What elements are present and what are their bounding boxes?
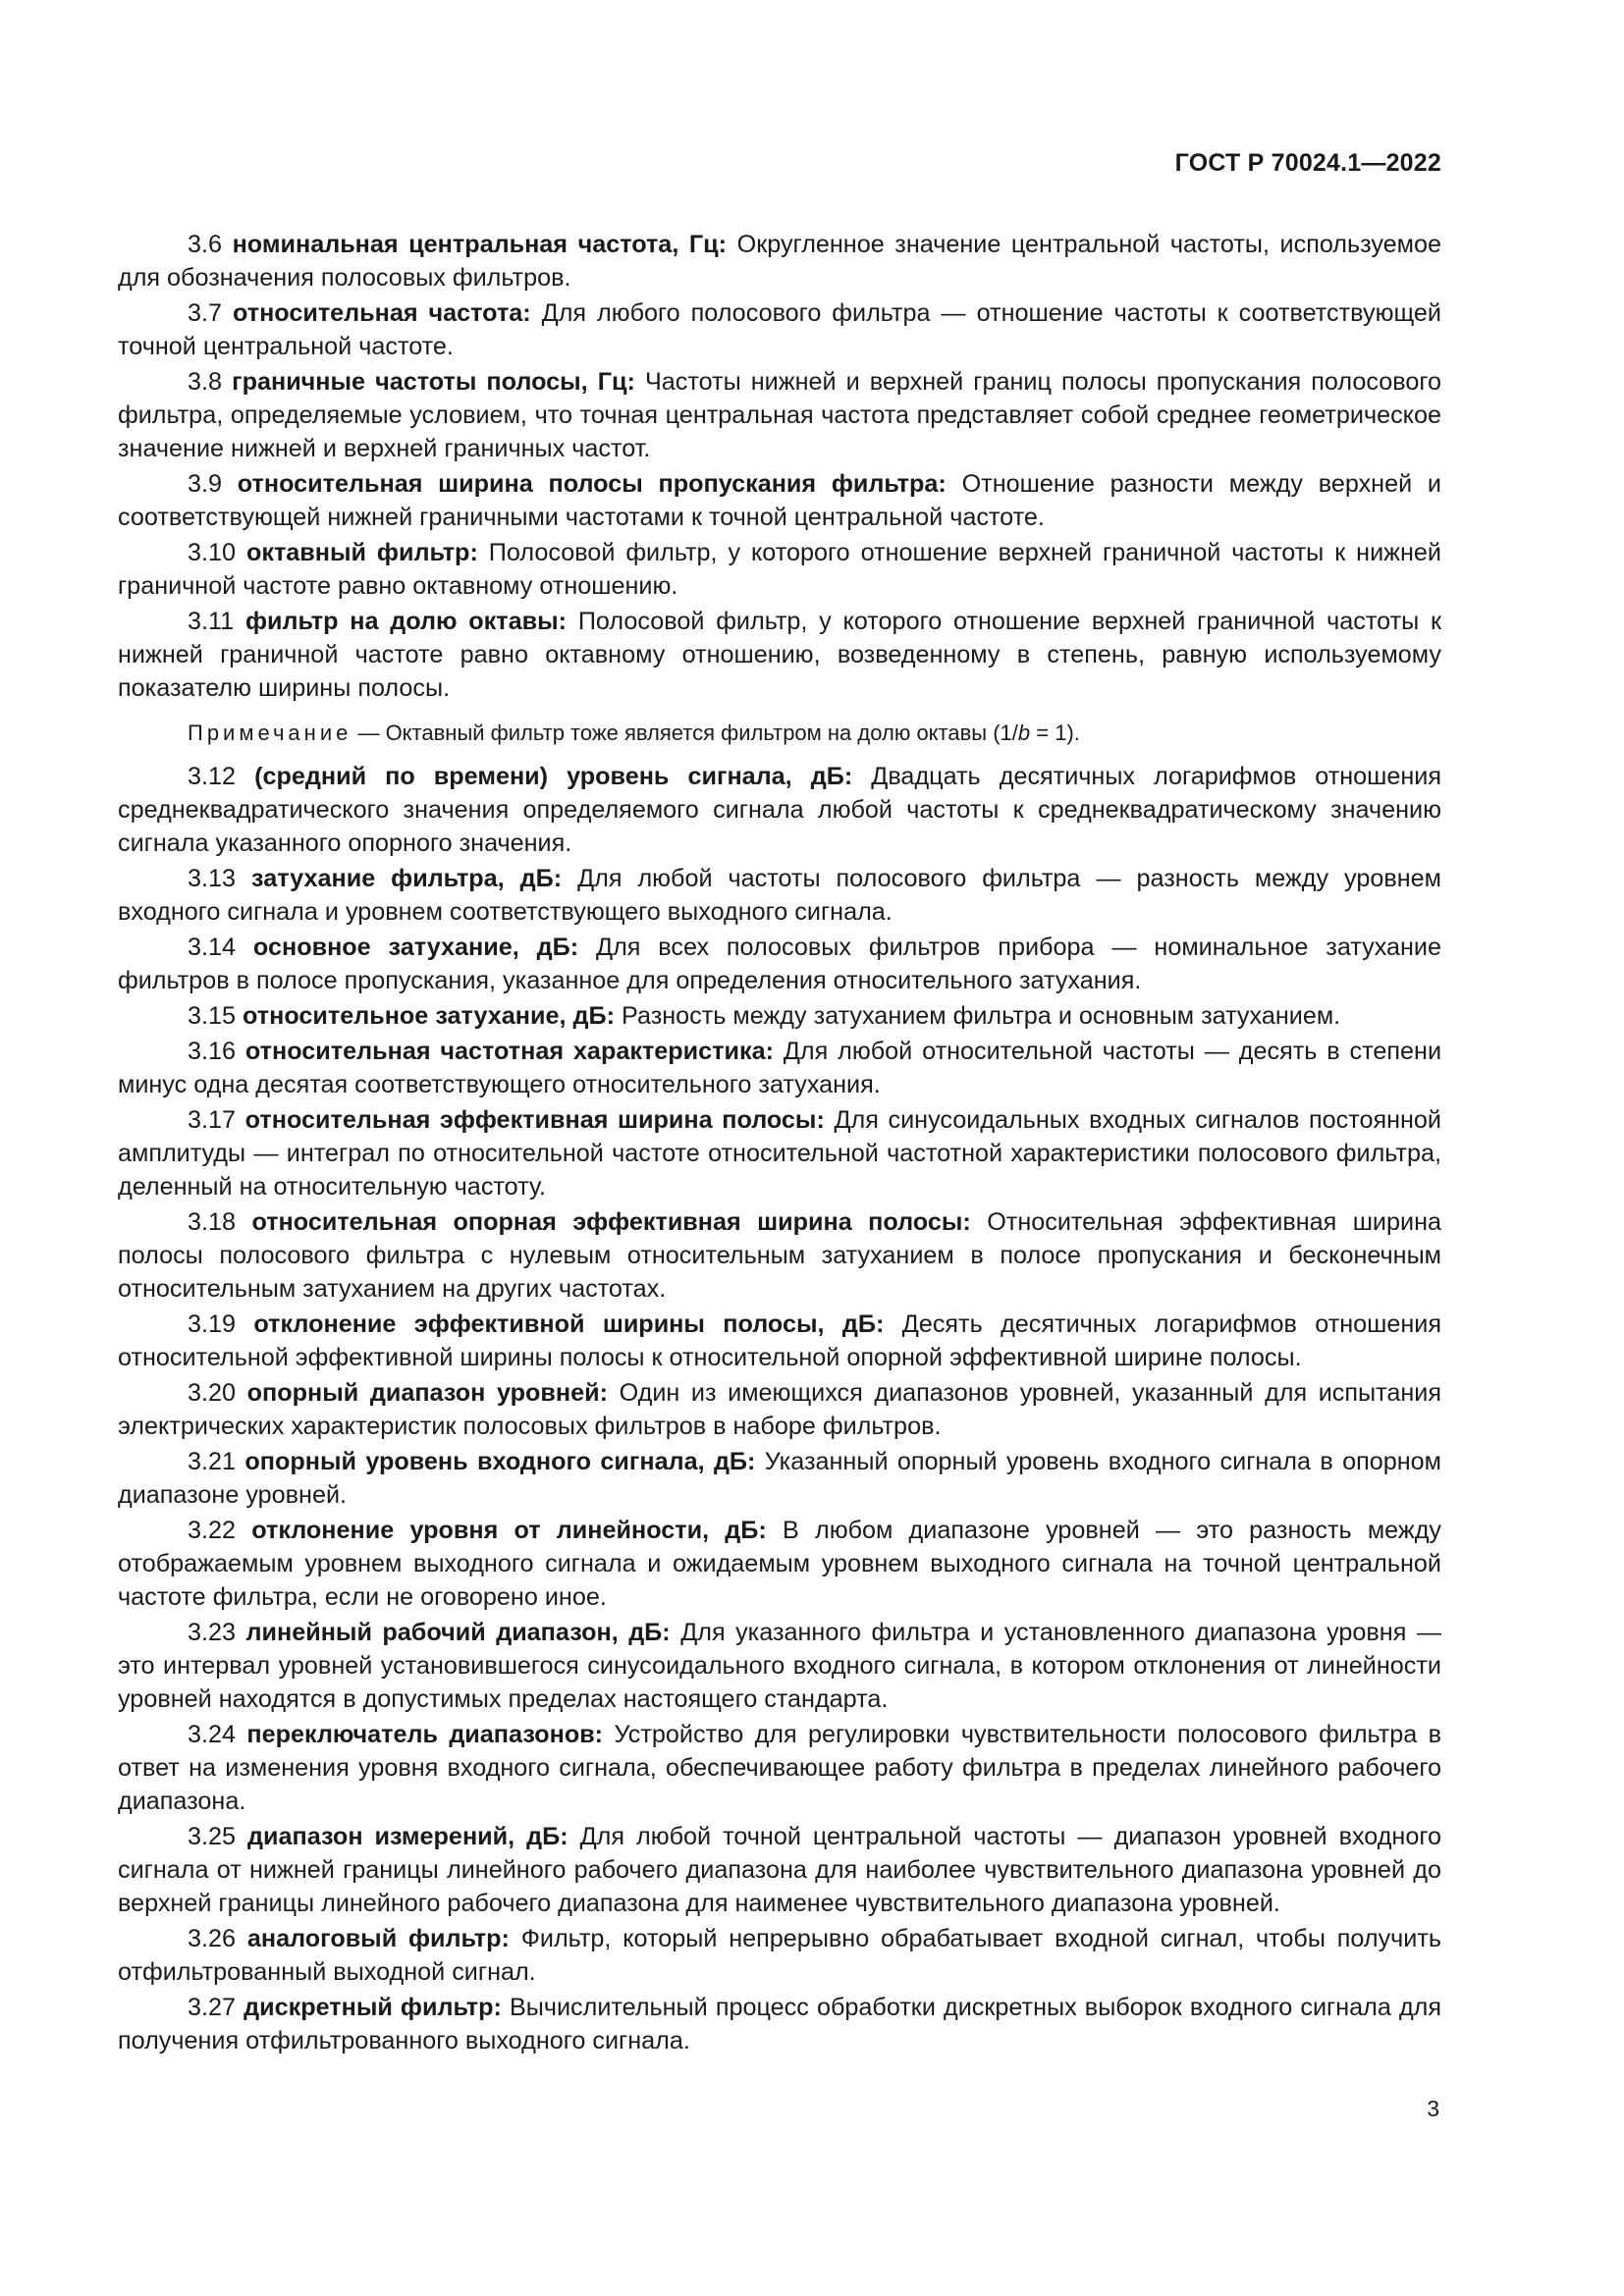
definition-number: 3.24 [188, 1721, 237, 1748]
definition-term: аналоговый фильтр: [246, 1925, 510, 1952]
definition-text: Для синусоидальных входных сигналов постоянной амплитуды — интеграл по относительной частоте относительной частотной характеристики полосового фильтра, деленный на относительную частоту. [118, 1106, 1442, 1201]
definition-number: 3.16 [188, 1038, 237, 1065]
definition-text: Один из имеющихся диапазонов уровней, указанный для испытания электрических характеристик полосовых фильтров в наборе фильтров. [118, 1379, 1442, 1440]
note-text-before: — Октавный фильтр тоже является фильтром на долю октавы (1/ [352, 721, 1018, 745]
definition-number: 3.10 [188, 539, 237, 566]
definition-term: относительная опорная эффективная ширина полосы: [251, 1208, 971, 1236]
definition-term: номинальная центральная частота, Гц: [232, 231, 728, 258]
definition-item [118, 536, 1441, 603]
definition-item [118, 862, 1441, 929]
definition-text: Указанный опорный уровень входного сигнала в опорном диапазоне уровней. [118, 1448, 1441, 1509]
definition-number: 3.23 [188, 1619, 237, 1646]
definition-term: граничные частоты полосы, Гц: [232, 368, 635, 396]
definition-number: 3.12 [188, 763, 237, 790]
definition-item [118, 760, 1441, 860]
definition-text: Двадцать десятичных логарифмов отношения среднеквадратического значения определяемого сигнала любой частоты к среднеквадратическому значению сигнала указанного опорного значения. [118, 763, 1442, 857]
definition-term: октавный фильтр: [245, 539, 478, 566]
definition-item [118, 1718, 1441, 1818]
definition-term: относительная ширина полосы пропускания фильтра: [237, 470, 947, 498]
definition-item [118, 999, 1441, 1033]
definition-text: Для любой относительной частоты — десять в степени минус одна десятая соответствующего относительного затухания. [118, 1038, 1442, 1098]
definition-item [118, 1035, 1441, 1101]
note-paragraph [118, 719, 1441, 748]
definition-number: 3.25 [188, 1823, 237, 1850]
definition-number: 3.13 [188, 865, 237, 892]
definition-text: Устройство для регулировки чувствительности полосового фильтра в ответ на изменения уровня входного сигнала, обеспечивающее работу фильтра в пределах линейного рабочего диапазона. [118, 1721, 1442, 1815]
definition-term: переключатель диапазонов: [246, 1721, 604, 1748]
definition-term: основное затухание, дБ: [252, 934, 579, 961]
definition-term: относительное затухание, дБ: [243, 1002, 615, 1030]
definition-number: 3.14 [188, 934, 237, 961]
definition-item [118, 228, 1441, 294]
definition-term: дискретный фильтр: [244, 1994, 502, 2021]
definition-number: 3.7 [188, 299, 223, 327]
definition-item [118, 605, 1441, 705]
definitions-content [118, 228, 1441, 2057]
definition-text: Отношение разности между верхней и соответствующей нижней граничными частотами к точной центральной частоте. [118, 470, 1441, 531]
definition-term: относительная эффективная ширина полосы: [244, 1106, 825, 1134]
definition-text: Вычислительный процесс обработки дискретных выборок входного сигнала для получения отфильтрованного выходного сигнала. [118, 1994, 1441, 2055]
definition-item [118, 931, 1441, 997]
definition-text: Десять десятичных логарифмов отношения относительной эффективной ширины полосы к относительной опорной эффективной ширине полосы. [118, 1310, 1442, 1371]
note-label: Примечание [188, 721, 352, 745]
definition-number: 3.8 [188, 368, 223, 396]
definition-number: 3.18 [188, 1208, 237, 1236]
definition-text: Для любой точной центральной частоты — диапазон уровней входного сигнала от нижней границы линейного рабочего диапазона для наиболее чувствительного диапазона уровней до верхней границы линейного рабочего диапазона для наименее чувствительного диапазона уровней. [118, 1823, 1441, 1917]
definition-number: 3.20 [188, 1379, 237, 1407]
definitions-group-2 [118, 760, 1441, 2057]
definition-item [118, 1991, 1441, 2057]
definition-number: 3.21 [188, 1448, 237, 1475]
definition-text: Частоты нижней и верхней границ полосы пропускания полосового фильтра, определяемые условием, что точная центральная частота представляет собой среднее геометрическое значение нижней и верхней граничных частот. [118, 368, 1441, 462]
definition-term: отклонение эффективной ширины полосы, дБ: [253, 1310, 885, 1338]
note-text-after: = 1). [1030, 721, 1080, 745]
definition-number: 3.9 [188, 470, 223, 498]
definition-number: 3.27 [188, 1994, 237, 2021]
definition-text: Для любого полосового фильтра — отношение частоты к соответствующей точной центральной частоте. [118, 299, 1442, 360]
definition-item [118, 1103, 1441, 1203]
definition-text: Для всех полосовых фильтров прибора — номинальное затухание фильтров в полосе пропускания, указанное для определения относительного затухания. [118, 934, 1442, 994]
definition-item [118, 1820, 1441, 1920]
definition-number: 3.15 [188, 1002, 237, 1030]
definition-term: относительная частота: [232, 299, 531, 327]
definition-text: Разность между затуханием фильтра и основным затуханием. [622, 1002, 1341, 1030]
definition-number: 3.17 [188, 1106, 237, 1134]
definition-item [118, 1514, 1441, 1614]
definition-item [118, 1616, 1441, 1716]
definition-item [118, 1205, 1441, 1306]
definition-term: относительная частотная характеристика: [244, 1038, 774, 1065]
definition-number: 3.26 [188, 1925, 237, 1952]
definition-item [118, 1922, 1441, 1989]
definition-number: 3.6 [188, 231, 223, 258]
definition-text: Фильтр, который непрерывно обрабатывает входной сигнал, чтобы получить отфильтрованный выходной сигнал. [118, 1925, 1442, 1986]
definition-item [118, 365, 1441, 465]
definition-term: опорный диапазон уровней: [246, 1379, 608, 1407]
definition-term: (средний по времени) уровень сигнала, дБ: [254, 763, 853, 790]
definition-item [118, 296, 1441, 363]
definition-term: диапазон измерений, дБ: [247, 1823, 568, 1850]
definition-text: Для указанного фильтра и установленного диапазона уровня — это интервал уровней установившегося синусоидального входного сигнала, в котором отклонения от линейности уровней находятся в допустимых пределах настоящего стандарта. [118, 1619, 1442, 1713]
definition-item [118, 1376, 1441, 1443]
definition-item [118, 1308, 1441, 1374]
definition-term: затухание фильтра, дБ: [251, 865, 563, 892]
definition-number: 3.19 [188, 1310, 237, 1338]
definition-term: линейный рабочий диапазон, дБ: [245, 1619, 671, 1646]
definition-number: 3.11 [188, 608, 235, 635]
definition-term: фильтр на долю октавы: [244, 608, 568, 635]
note-variable: b [1017, 721, 1031, 745]
definition-item [118, 467, 1441, 534]
definition-term: отклонение уровня от линейности, дБ: [251, 1517, 767, 1544]
definition-text: Полосовой фильтр, у которого отношение верхней граничной частоты к нижней граничной частоте равно октавному отношению. [118, 539, 1441, 600]
definition-term: опорный уровень входного сигнала, дБ: [244, 1448, 756, 1475]
page-number: 3 [1427, 2096, 1439, 2121]
definition-text: В любом диапазоне уровней — это разность между отображаемым уровнем выходного сигнала и ожидаемым уровнем выходного сигнала на точной центральной частоте фильтра, если не оговорено иное. [118, 1517, 1442, 1611]
definition-number: 3.22 [188, 1517, 237, 1544]
definitions-group-1 [118, 228, 1441, 705]
definition-text: Относительная эффективная ширина полосы полосового фильтра с нулевым относительным затуханием в полосе пропускания и бесконечным относительным затуханием на других частотах. [118, 1208, 1441, 1303]
definition-text: Полосовой фильтр, у которого отношение верхней граничной частоты к нижней граничной частоте равно октавному отношению, возведенному в степень, равную используемому показателю ширины полосы. [118, 608, 1442, 702]
definition-text: Для любой частоты полосового фильтра — разность между уровнем входного сигнала и уровнем соответствующего выходного сигнала. [118, 865, 1442, 926]
definition-item [118, 1445, 1441, 1512]
definition-text: Округленное значение центральной частоты, используемое для обозначения полосовых фильтров. [118, 231, 1442, 292]
document-code-header: ГОСТ Р 70024.1—2022 [1174, 149, 1441, 177]
